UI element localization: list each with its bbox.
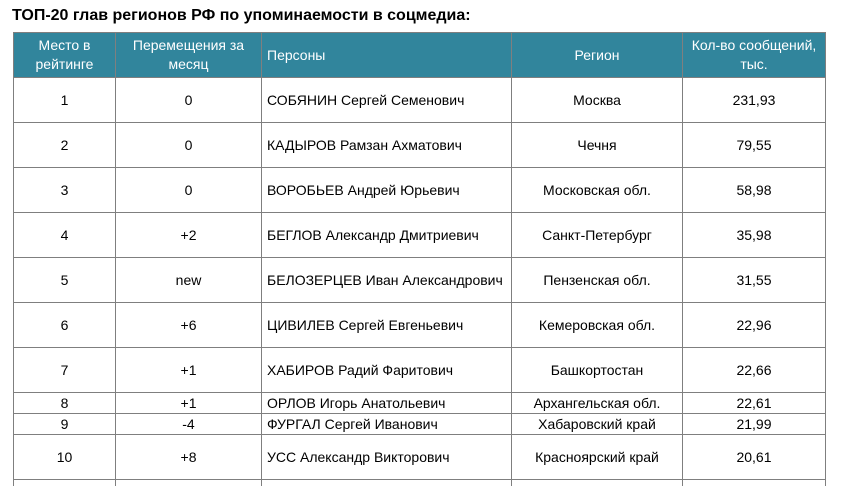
movement-cell: new	[116, 258, 262, 303]
table-row	[14, 78, 826, 123]
rank-cell: 7	[14, 348, 116, 393]
table-row-partial	[14, 480, 826, 487]
table-row	[14, 123, 826, 168]
region-cell: Пензенская обл.	[512, 258, 683, 303]
rank-cell: 6	[14, 303, 116, 348]
count-cell: 58,98	[683, 168, 826, 213]
table-row	[14, 168, 826, 213]
person-cell: ФУРГАЛ Сергей Иванович	[262, 414, 512, 435]
person-cell: БЕГЛОВ Александр Дмитриевич	[262, 213, 512, 258]
region-cell: Красноярский край	[512, 435, 683, 480]
person-cell: КАДЫРОВ Рамзан Ахматович	[262, 123, 512, 168]
header-count: Кол-во сообщений, тыс.	[683, 33, 826, 78]
movement-cell: +1	[116, 348, 262, 393]
count-cell: 21,99	[683, 414, 826, 435]
region-cell: Москва	[512, 78, 683, 123]
count-cell: 22,66	[683, 348, 826, 393]
rank-cell: 8	[14, 393, 116, 414]
movement-cell: +6	[116, 303, 262, 348]
rank-cell: 5	[14, 258, 116, 303]
movement-cell: 0	[116, 123, 262, 168]
cut-cell	[14, 480, 116, 487]
table-row	[14, 303, 826, 348]
count-cell: 231,93	[683, 78, 826, 123]
movement-cell: +8	[116, 435, 262, 480]
cut-cell	[512, 480, 683, 487]
rank-cell: 1	[14, 78, 116, 123]
person-cell: ЦИВИЛЕВ Сергей Евгеньевич	[262, 303, 512, 348]
cut-cell	[262, 480, 512, 487]
person-cell: УСС Александр Викторович	[262, 435, 512, 480]
header-region: Регион	[512, 33, 683, 78]
table-header-row	[14, 33, 826, 78]
region-cell: Архангельская обл.	[512, 393, 683, 414]
header-rank: Место в рейтинге	[14, 33, 116, 78]
count-cell: 35,98	[683, 213, 826, 258]
count-cell: 31,55	[683, 258, 826, 303]
movement-cell: +2	[116, 213, 262, 258]
region-cell: Башкортостан	[512, 348, 683, 393]
movement-cell: -4	[116, 414, 262, 435]
table-row	[14, 393, 826, 414]
header-person: Персоны	[262, 33, 512, 78]
count-cell: 79,55	[683, 123, 826, 168]
region-cell: Кемеровская обл.	[512, 303, 683, 348]
table-row	[14, 435, 826, 480]
ranking-table	[13, 32, 826, 486]
person-cell: ВОРОБЬЕВ Андрей Юрьевич	[262, 168, 512, 213]
movement-cell: +1	[116, 393, 262, 414]
header-movement: Перемещения за месяц	[116, 33, 262, 78]
table-row	[14, 348, 826, 393]
person-cell: ХАБИРОВ Радий Фаритович	[262, 348, 512, 393]
movement-cell: 0	[116, 78, 262, 123]
cut-cell	[683, 480, 826, 487]
page-title: ТОП-20 глав регионов РФ по упоминаемости в соцмедиа:	[12, 7, 471, 24]
movement-cell: 0	[116, 168, 262, 213]
rank-cell: 9	[14, 414, 116, 435]
table-row	[14, 213, 826, 258]
count-cell: 20,61	[683, 435, 826, 480]
rank-cell: 2	[14, 123, 116, 168]
table-row	[14, 258, 826, 303]
person-cell: БЕЛОЗЕРЦЕВ Иван Александрович	[262, 258, 512, 303]
count-cell: 22,96	[683, 303, 826, 348]
cut-cell	[116, 480, 262, 487]
table-row	[14, 414, 826, 435]
region-cell: Чечня	[512, 123, 683, 168]
rank-cell: 3	[14, 168, 116, 213]
region-cell: Московская обл.	[512, 168, 683, 213]
person-cell: СОБЯНИН Сергей Семенович	[262, 78, 512, 123]
count-cell: 22,61	[683, 393, 826, 414]
person-cell: ОРЛОВ Игорь Анатольевич	[262, 393, 512, 414]
region-cell: Санкт-Петербург	[512, 213, 683, 258]
rank-cell: 10	[14, 435, 116, 480]
region-cell: Хабаровский край	[512, 414, 683, 435]
rank-cell: 4	[14, 213, 116, 258]
